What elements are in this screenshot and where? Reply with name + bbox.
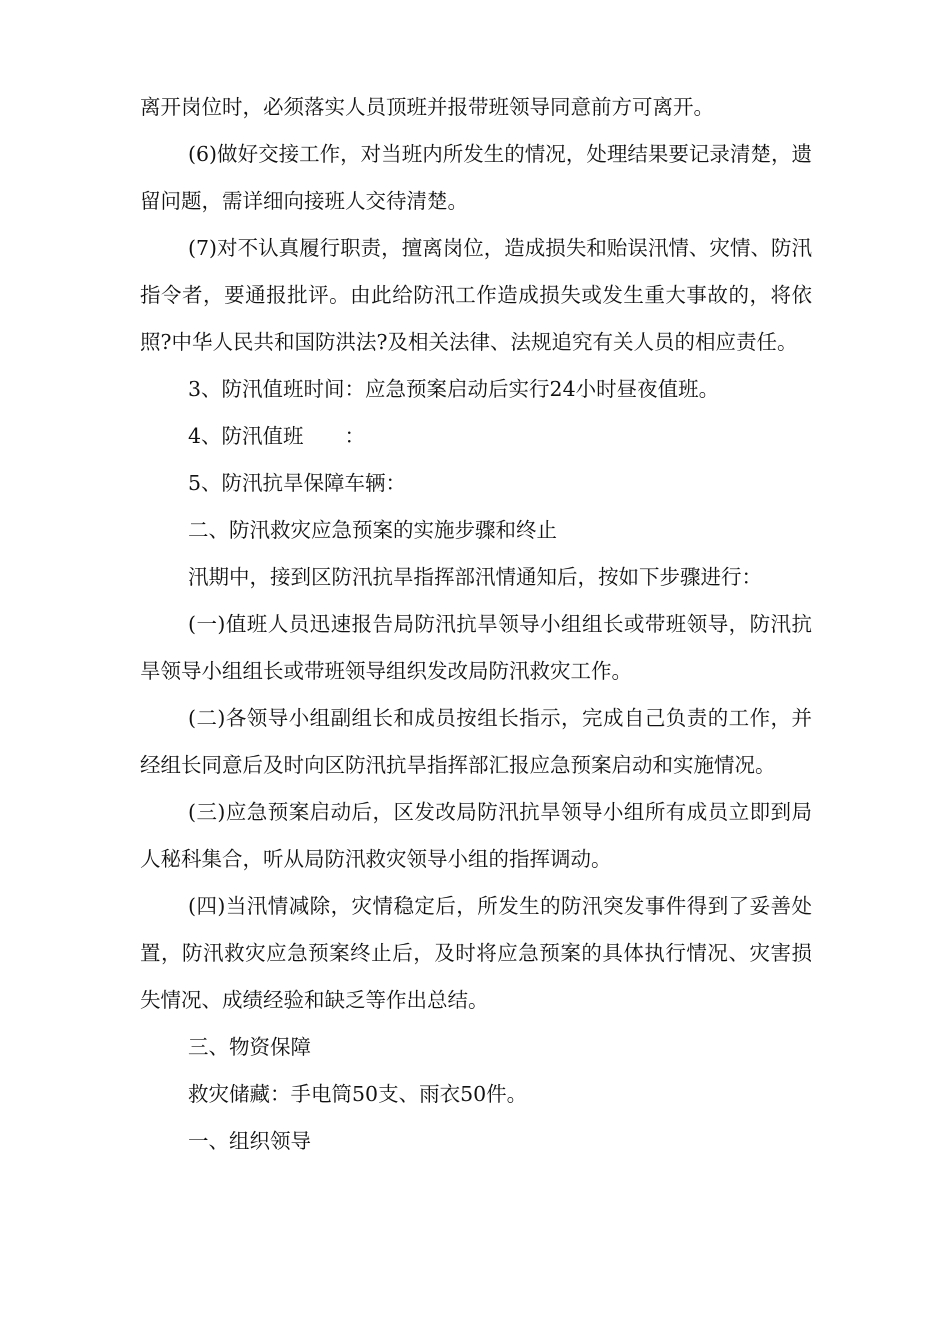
paragraph-9: (一)值班人员迅速报告局防汛抗旱领导小组组长或带班领导，防汛抗旱领导小组组长或带班领导组织发改局防汛救灾工作。: [140, 612, 812, 683]
paragraph-3: (7)对不认真履行职责，擅离岗位，造成损失和贻误汛情、灾情、防汛指令者，要通报批评。由此给防汛工作造成损失或发生重大事故的，将依照?中华人民共和国防洪法?及相关法律、法规追究有关人员的相应责任。: [140, 236, 812, 354]
paragraph-8: 汛期中，接到区防汛抗旱指挥部汛情通知后，按如下步骤进行：: [188, 565, 762, 589]
document-body: [140, 84, 812, 1165]
paragraph-4: 3、防汛值班时间：应急预案启动后实行24小时昼夜值班。: [188, 377, 720, 401]
paragraph-14: 救灾储藏：手电筒50支、雨衣50件。: [188, 1082, 528, 1106]
section-heading-2: 二、防汛救灾应急预案的实施步骤和终止: [188, 518, 557, 542]
paragraph-2: (6)做好交接工作，对当班内所发生的情况，处理结果要记录清楚，遗留问题，需详细向接班人交待清楚。: [140, 142, 812, 213]
paragraph-5: 4、防汛值班 ：: [188, 424, 366, 448]
paragraph-10: (二)各领导小组副组长和成员按组长指示，完成自己负责的工作，并经组长同意后及时向区防汛抗旱指挥部汇报应急预案启动和实施情况。: [140, 706, 812, 777]
paragraph-12: (四)当汛情减除，灾情稳定后，所发生的防汛突发事件得到了妥善处置，防汛救灾应急预案终止后，及时将应急预案的具体执行情况、灾害损失情况、成绩经验和缺乏等作出总结。: [140, 894, 812, 1012]
paragraph-1: 离开岗位时，必须落实人员顶班并报带班领导同意前方可离开。: [140, 95, 714, 119]
section-heading-1: 一、组织领导: [188, 1129, 311, 1153]
paragraph-6: 5、防汛抗旱保障车辆：: [188, 471, 407, 495]
paragraph-11: (三)应急预案启动后，区发改局防汛抗旱领导小组所有成员立即到局人秘科集合，听从局防汛救灾领导小组的指挥调动。: [140, 800, 812, 871]
section-heading-3: 三、物资保障: [188, 1035, 311, 1059]
